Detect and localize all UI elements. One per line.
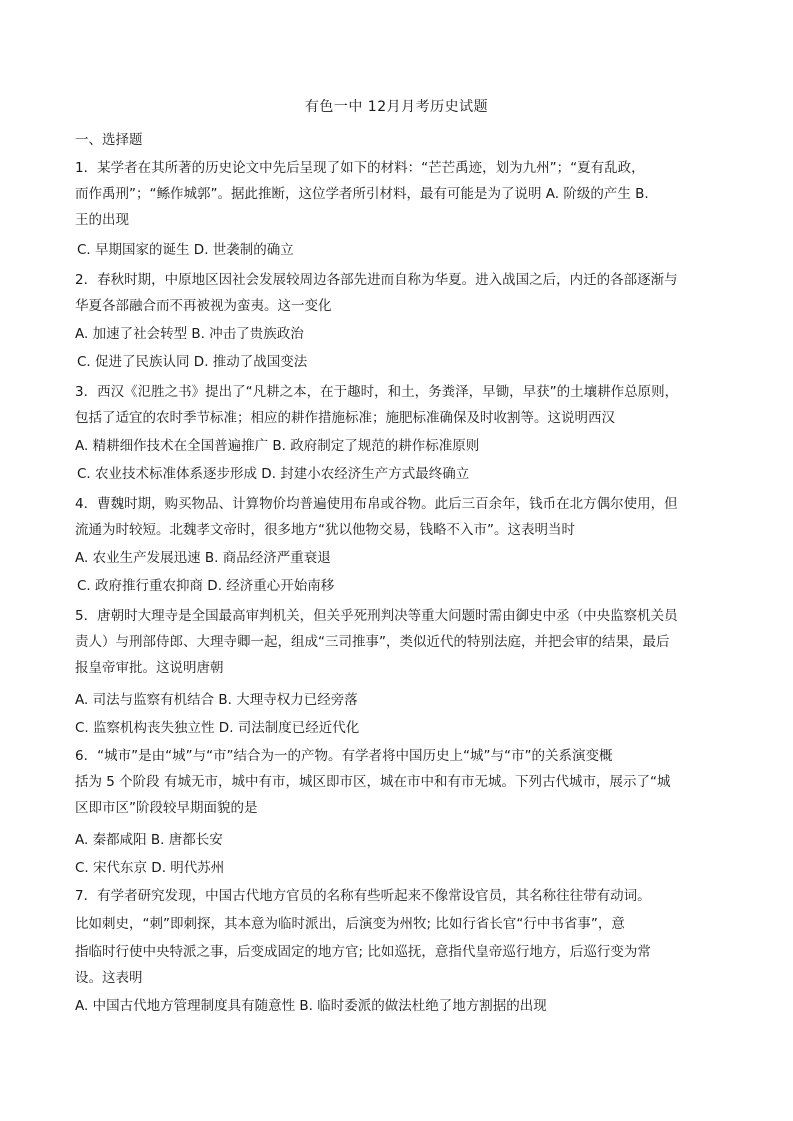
question-line: 责人）与刑部侍郎、大理寺卿一起，组成“三司推事”，类似近代的特别法庭，并把会审的结果，最后 — [75, 634, 670, 650]
question-line: 区即市区”阶段较早期面貌的是 — [75, 800, 258, 816]
question-line: 6．“城市”是由“城”与“市”结合为一的产物。有学者将中国历史上“城”与“市”的关系演变概 — [75, 748, 613, 764]
answer-options: A. 农业生产发展迅速 B. 商品经济严重衰退 — [75, 550, 331, 566]
section-heading: 一、选择题 — [75, 132, 143, 148]
answer-options: C. 政府推行重农抑商 D. 经济重心开始南移 — [77, 578, 335, 594]
question-line: 3．西汉《氾胜之书》提出了“凡耕之本，在于趣时，和土，务粪泽，早锄，早获”的土壤耕作总原则， — [75, 384, 679, 400]
question-line: 报皇帝审批。这说明唐朝 — [75, 660, 224, 676]
question-line: 流通为时较短。北魏孝文帝时，很多地方“犹以他物交易，钱略不入市”。这表明当时 — [75, 522, 575, 538]
question-line: 4．曹魏时期，购买物品、计算物价均普遍使用布帛或谷物。此后三百余年，钱币在北方偶尔使用，但 — [75, 496, 678, 512]
answer-options: A. 精耕细作技术在全国普遍推广 B. 政府制定了规范的耕作标准原则 — [75, 438, 480, 454]
question-line: 括为 5 个阶段 有城无市，城中有市，城区即市区，城在市中和有市无城。下列古代城市，展示了“城 — [75, 774, 671, 790]
answer-options: C. 宋代东京 D. 明代苏州 — [75, 860, 225, 876]
answer-options: A. 加速了社会转型 B. 冲击了贵族政治 — [75, 326, 304, 342]
answer-options: C. 早期国家的诞生 D. 世袭制的确立 — [77, 242, 294, 258]
question-line: 而作禹刑”；“鲧作城郭”。据此推断，这位学者所引材料，最有可能是为了说明 A. 阶级的产生 B. — [75, 186, 649, 202]
answer-options: A. 中国古代地方管理制度具有随意性 B. 临时委派的做法杜绝了地方割据的出现 — [75, 998, 547, 1014]
answer-options: C. 监察机构丧失独立性 D. 司法制度已经近代化 — [75, 720, 360, 736]
answer-options: C. 促进了民族认同 D. 推动了战国变法 — [77, 354, 308, 370]
question-line: 包括了适宜的农时季节标准；相应的耕作措施标准；施肥标准确保及时收割等。这说明西汉 — [75, 410, 615, 426]
question-line: 2．春秋时期，中原地区因社会发展较周边各部先进而自称为华夏。进入战国之后，内迁的各部逐渐与 — [75, 272, 678, 288]
question-line: 5．唐朝时大理寺是全国最高审判机关，但关乎死刑判决等重大问题时需由御史中丞（中央监察机关员 — [75, 608, 678, 624]
question-line: 指临时行使中央特派之事，后变成固定的地方官; 比如巡抚，意指代皇帝巡行地方，后巡行变为常 — [75, 944, 651, 960]
question-line: 比如刺史，“刺”即刺探，其本意为临时派出，后演变为州牧; 比如行省长官“行中书省事”，意 — [75, 916, 625, 932]
question-line: 王的出现 — [75, 212, 129, 228]
question-line: 华夏各部融合而不再被视为蛮夷。这一变化 — [75, 298, 332, 314]
question-line: 7．有学者研究发现，中国古代地方官员的名称有些听起来不像常设官员，其名称往往带有动词。 — [75, 888, 651, 904]
question-line: 设。这表明 — [75, 970, 143, 986]
answer-options: A. 秦都咸阳 B. 唐都长安 — [75, 832, 223, 848]
answer-options: A. 司法与监察有机结合 B. 大理寺权力已经旁落 — [75, 692, 358, 708]
question-line: 1．某学者在其所著的历史论文中先后呈现了如下的材料：“芒芒禹迹，划为九州”；“夏有乱政， — [75, 160, 645, 176]
page-title: 有色一中 12月月考历史试题 — [304, 99, 489, 115]
answer-options: C. 农业技术标准体系逐步形成 D. 封建小农经济生产方式最终确立 — [77, 466, 470, 482]
